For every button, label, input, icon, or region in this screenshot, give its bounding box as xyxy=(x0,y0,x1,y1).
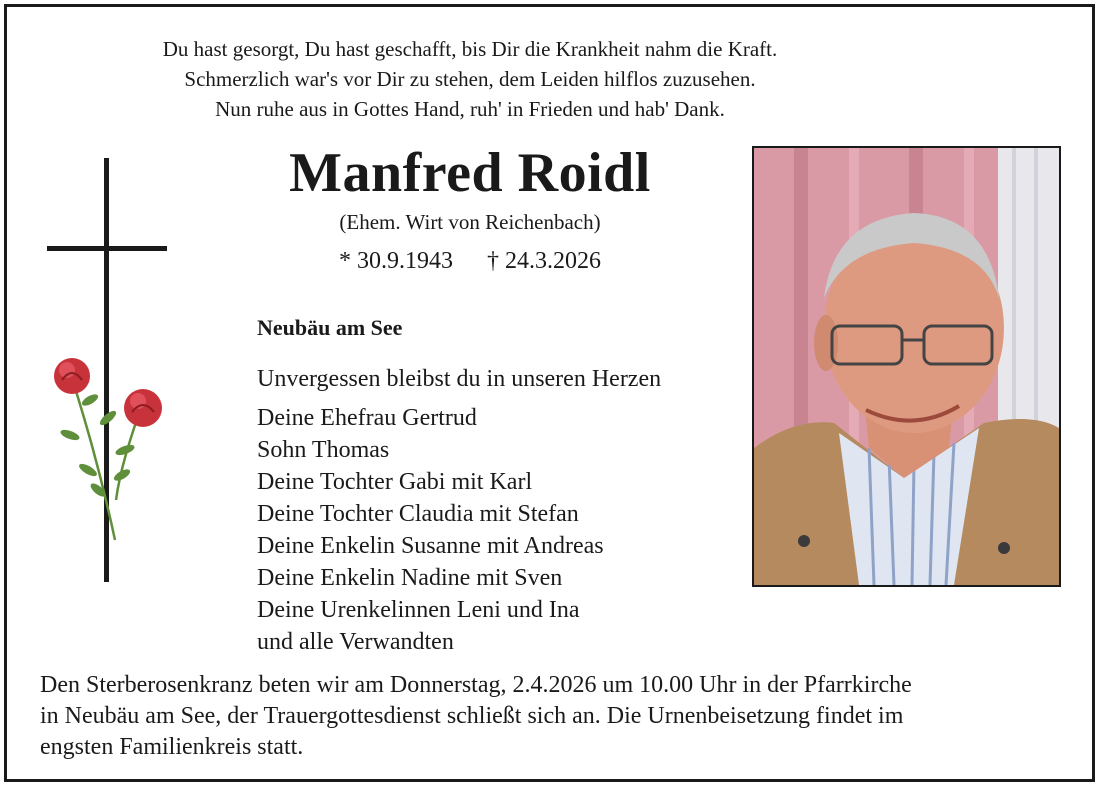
family-member: Deine Enkelin Susanne mit Andreas xyxy=(257,533,604,559)
family-member: und alle Verwandten xyxy=(257,629,454,655)
cross-with-roses xyxy=(40,150,175,590)
motto: Unvergessen bleibst du in unseren Herzen xyxy=(257,366,662,392)
notice-line-2: in Neubäu am See, der Trauergottesdienst schließt sich an. Die Urnenbeisetzung findet im xyxy=(40,703,904,729)
notice-line-1: Den Sterberosenkranz beten wir am Donnerstag, 2.4.2026 um 10.00 Uhr in der Pfarrkirche xyxy=(40,672,912,698)
poem-line-3: Nun ruhe aus in Gottes Hand, ruh' in Frieden und hab' Dank. xyxy=(215,97,725,121)
poem xyxy=(60,34,880,124)
birth-date: * 30.9.1943 xyxy=(339,248,453,274)
life-dates xyxy=(230,248,710,275)
place-name: Neubäu am See xyxy=(257,315,403,340)
family-member: Deine Enkelin Nadine mit Sven xyxy=(257,565,563,591)
deceased-name: Manfred Roidl xyxy=(289,142,651,204)
deceased-subtitle: (Ehem. Wirt von Reichenbach) xyxy=(339,210,601,234)
funeral-notice xyxy=(40,670,1070,763)
portrait-photo xyxy=(752,146,1061,587)
poem-line-1: Du hast gesorgt, Du hast geschafft, bis Dir die Krankheit nahm die Kraft. xyxy=(162,37,778,61)
family-member: Deine Ehefrau Gertrud xyxy=(257,405,477,431)
family-member: Sohn Thomas xyxy=(257,437,390,463)
cross-icon xyxy=(40,150,175,590)
notice-line-3: engsten Familienkreis statt. xyxy=(40,734,304,760)
family-member: Deine Tochter Gabi mit Karl xyxy=(257,469,533,495)
family-list xyxy=(257,402,604,658)
poem-line-2: Schmerzlich war's vor Dir zu stehen, dem Leiden hilflos zuzusehen. xyxy=(184,67,756,91)
death-date: † 24.3.2026 xyxy=(487,248,601,274)
family-member: Deine Urenkelinnen Leni und Ina xyxy=(257,597,580,623)
family-member: Deine Tochter Claudia mit Stefan xyxy=(257,501,579,527)
